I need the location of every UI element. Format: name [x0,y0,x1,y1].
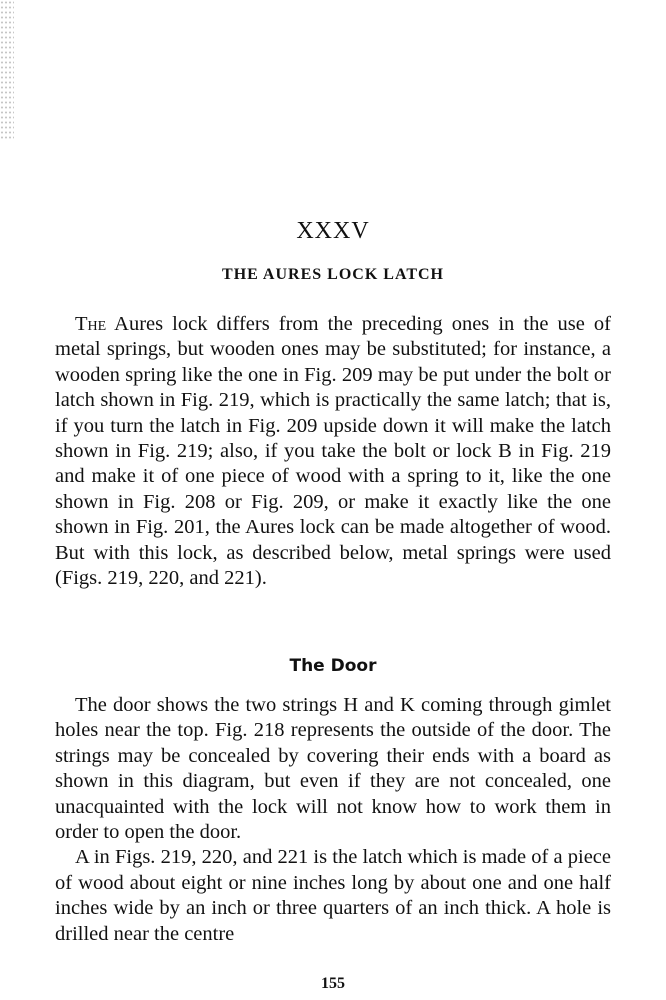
paragraph: The door shows the two strings H and K coming through gimlet holes near the top. Fig. 218 represents the outside of the door. The strings may be concealed by covering their ends with a board as shown in this diagram, but even if they are not concealed, one unacquainted with the lock will not know how to work them in order to open the door. [55,694,611,844]
chapter-number: XXXV [296,218,370,244]
intro-paragraph-block [55,312,611,591]
paragraph [55,312,611,591]
section-heading: The Door [289,656,377,676]
section-paragraph-block [55,693,611,947]
page-number: 155 [321,975,345,992]
paragraph-lead: The [75,313,107,335]
chapter-title: THE AURES LOCK LATCH [222,266,444,283]
scan-artifact [0,0,14,140]
paragraph-text: Aures lock differs from the preceding ones in the use of metal springs, but wooden ones may be substituted; for instance, a wooden spring like the one in Fig. 209 may be put under the bolt or latch shown in Fig. 219, which is practically the same latch; that is, if you turn the latch in Fig. 209 upside down it will make the latch shown in Fig. 219; also, if you take the bolt or lock B in Fig. 219 and make it of one piece of wood with a spring to it, like the one shown in Fig. 208 or Fig. 209, or make it exactly like the one shown in Fig. 201, the Aures lock can be made altogether of wood. But with this lock, as described below, metal springs were used (Figs. 219, 220, and 221). [55,313,611,590]
paragraph: A in Figs. 219, 220, and 221 is the latch which is made of a piece of wood about eight or nine inches long by about one and one half inches wide by an inch or three quarters of an inch thick. A hole is drilled near the centre [55,846,611,945]
